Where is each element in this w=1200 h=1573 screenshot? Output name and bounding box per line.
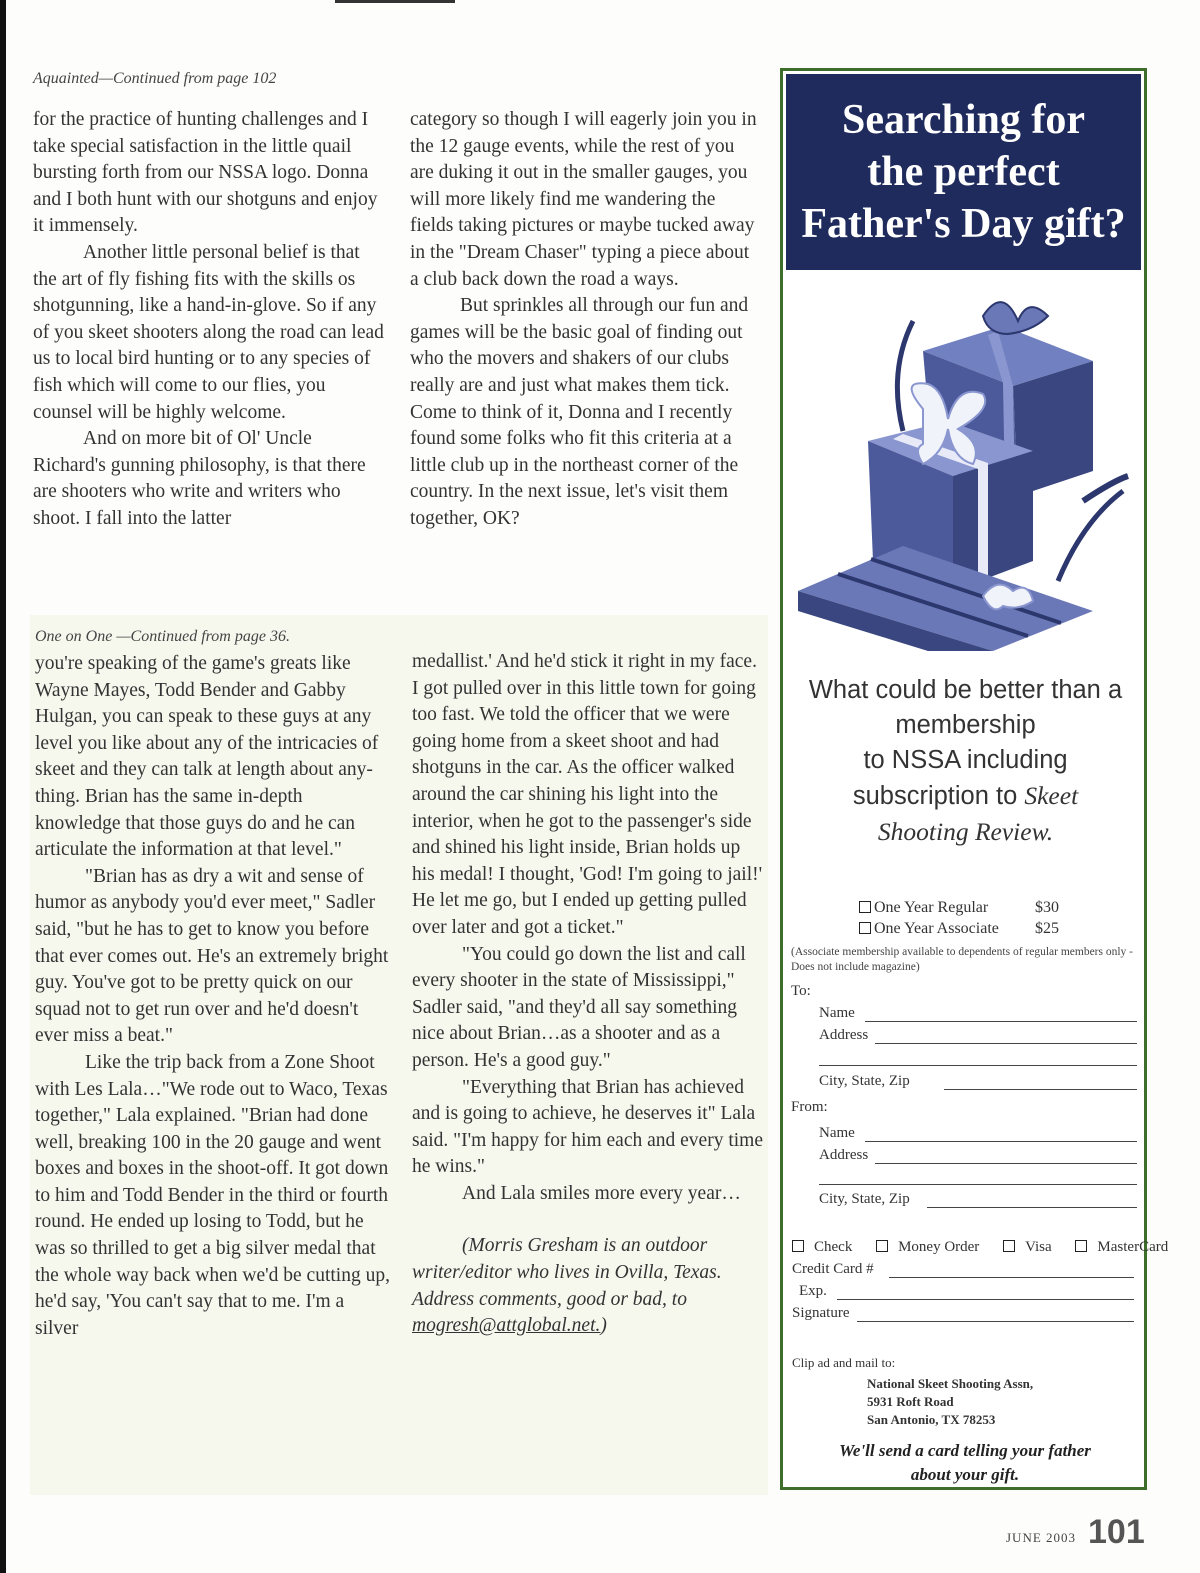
option-regular[interactable] — [859, 899, 1059, 917]
binding-edge — [0, 0, 6, 1573]
payment-visa[interactable] — [1003, 1239, 1062, 1255]
paragraph: you're speaking of the game's greats like Wayne Mayes, Todd Bender and Gabby Hulgan, you can speak to these guys at any level you like about any of the intricacies of skeet and they can talk at length about any-thing. Brian has the same in-depth knowledge that those guys do and he can articulate the information at that level." — [35, 653, 379, 861]
to-label: To: — [791, 983, 811, 999]
fathers-day-ad — [780, 68, 1169, 1490]
paragraph: Another little personal belief is that the art of fly fishing fits with the skills os shotgunning, like a hand-in-glove. So if any of you skeet shooters along the road can lead us to local bird hunting or to any species of fish which will come to our flies, you counsel will be highly welcome. — [33, 241, 384, 423]
exp-label: Exp. — [799, 1283, 827, 1299]
payment-mastercard[interactable] — [1075, 1239, 1178, 1255]
upper-column-2 — [410, 107, 762, 533]
bio-end: ) — [600, 1315, 607, 1337]
address-line: 5931 Roft Road — [867, 1394, 954, 1409]
checkbox[interactable] — [859, 922, 871, 934]
payment-label: MasterCard — [1097, 1239, 1169, 1255]
name-label: Name — [819, 1125, 855, 1141]
magazine-name: Shooting Review. — [877, 817, 1054, 846]
checkbox[interactable] — [1003, 1240, 1015, 1252]
from-name-field[interactable] — [865, 1141, 1137, 1142]
name-label: Name — [819, 1005, 855, 1021]
credit-card-field[interactable] — [889, 1277, 1134, 1278]
credit-card-label: Credit Card # — [792, 1261, 874, 1277]
page-number: 101 — [1088, 1513, 1145, 1551]
paragraph: for the practice of hunting challenges and I take special satisfaction in the little quail bursting forth from our NSSA logo. Donna and I both hunt with our shotguns and enjoy it immensely. — [33, 109, 378, 237]
option-label: One Year Regular — [874, 899, 989, 916]
option-price: $30 — [1035, 899, 1059, 916]
to-city-field[interactable] — [944, 1089, 1137, 1090]
headline-line: the perfect — [867, 149, 1060, 195]
top-rule — [335, 0, 455, 3]
headline-line: Searching for — [841, 97, 1086, 143]
bio-text: (Morris Gresham is an outdoor writer/editor who lives in Ovilla, Texas. Address comments, good or bad, to — [412, 1235, 722, 1310]
closing-line: We'll send a card telling your father — [839, 1441, 1091, 1460]
paragraph: And on more bit of Ol' Uncle Richard's gunning philosophy, is that there are shooters who write and writers who shoot. I fall into the latter — [33, 428, 366, 529]
issue-date: JUNE 2003 — [1006, 1530, 1077, 1545]
address-label: Address — [819, 1147, 869, 1163]
mail-label: Clip ad and mail to: — [792, 1355, 896, 1370]
payment-check[interactable] — [792, 1239, 862, 1255]
associate-note: (Associate membership available to dependents of regular members only - Does not include magazine) — [791, 946, 1134, 973]
checkbox[interactable] — [859, 901, 871, 913]
to-name-field[interactable] — [865, 1021, 1137, 1022]
payment-label: Visa — [1025, 1239, 1052, 1255]
paragraph: But sprinkles all through our fun and games will be the basic goal of finding out who the movers and shakers of our clubs really are and just what makes them tick. Come to think of it, Donna and I recently found some folks who fit this criteria at a little club up in the northeast corner of the country. In the next issue, let's visit them together, OK? — [410, 295, 749, 529]
option-associate[interactable] — [859, 920, 1059, 938]
paragraph: Like the trip back from a Zone Shoot with Les Lala…"We rode out to Waco, Texas together," Lala explained. "Brian had done well, breaking 100 in the 20 gauge and went boxes and boxes in the shoot-off. It got down to him and Todd Bender in the third or fourth round. He ended up losing to Todd, but he was so thrilled to get a big silver medal that the whole way back when we'd be cutting up, he'd say, 'You can't say that to me. I'm a silver — [35, 1051, 390, 1339]
headline-line: Father's Day gift? — [801, 201, 1126, 247]
email-link[interactable]: mogresh@attglobal.net. — [412, 1315, 601, 1337]
ad-closing — [789, 1439, 1141, 1487]
to-address-field[interactable] — [875, 1043, 1137, 1044]
paragraph: "You could go down the list and call every shooter in the state of Mississippi," Sadler said, "and they'd all say something nice about Brian…as a shooter and as a person. He's a good guy." — [412, 943, 746, 1071]
checkbox[interactable] — [876, 1240, 888, 1252]
lead-line: membership — [895, 711, 1036, 739]
lead-text: subscription to — [852, 782, 1018, 810]
address-line: San Antonio, TX 78253 — [867, 1412, 996, 1427]
option-label: One Year Associate — [874, 920, 999, 937]
signature-label: Signature — [792, 1305, 850, 1321]
lower-column-2 — [412, 649, 764, 1340]
paragraph: category so though I will eagerly join you in the 12 gauge events, while the rest of you are duking it out in the smaller gauges, you will more likely find me wandering the fields taking pictures or maybe tucked away in the "Dream Chaser" typing a piece about a club back down the road a ways. — [410, 109, 757, 290]
closing-line: about your gift. — [910, 1465, 1020, 1484]
author-bio — [412, 1233, 764, 1339]
payment-options — [792, 1239, 1188, 1256]
continued-label: Aquainted—Continued from page 102 — [33, 70, 277, 87]
from-address-field[interactable] — [875, 1163, 1137, 1164]
city-label: City, State, Zip — [819, 1191, 910, 1207]
upper-column-1 — [33, 107, 388, 533]
paragraph: "Everything that Brian has achieved and is going to achieve, he deserves it" Lala said. "I'm happy for him each and every time he wins." — [412, 1076, 763, 1178]
lead-line: to NSSA including — [863, 746, 1068, 774]
ad-headline — [786, 74, 1141, 270]
to-address-field-2[interactable] — [819, 1065, 1137, 1066]
lead-line — [788, 778, 1143, 814]
from-city-field[interactable] — [927, 1207, 1137, 1208]
signature-field[interactable] — [857, 1321, 1134, 1322]
lower-column-1 — [35, 651, 390, 1342]
checkbox[interactable] — [792, 1240, 804, 1252]
paragraph: medallist.' And he'd stick it right in my face. I got pulled over in this little town for going too fast. We told the officer that we were going home from a skeet shoot and had shotguns in the car. As the officer walked around the car shining his light into the interior, when he got to the passenger's side and shined his light inside, Brian holds up his medal! I thought, 'God! I'm going to jail!' He let me go, but I ended up getting pulled over later and got a ticket." — [412, 651, 763, 938]
paragraph: And Lala smiles more every year… — [462, 1182, 741, 1204]
from-address-field-2[interactable] — [819, 1184, 1137, 1185]
address-label: Address — [819, 1027, 869, 1043]
checkbox[interactable] — [1075, 1240, 1087, 1252]
payment-money-order[interactable] — [876, 1239, 989, 1255]
exp-field[interactable] — [837, 1299, 1134, 1300]
continued-label: One on One —Continued from page 36. — [35, 628, 290, 645]
lead-line: What could be better than a — [808, 676, 1123, 704]
paragraph: "Brian has as dry a wit and sense of humor as anybody you'd ever meet," Sadler said, "but he has to get to know you before that ever comes out. He's an extremely bright guy. You've got to be pretty quick on our squad not to get run over and he'd doesn't ever miss a beat." — [35, 865, 389, 1047]
mailing-address — [867, 1375, 1033, 1429]
payment-label: Check — [814, 1239, 853, 1255]
magazine-name: Skeet — [1024, 781, 1079, 810]
from-label: From: — [791, 1099, 828, 1115]
address-line: National Skeet Shooting Assn, — [867, 1376, 1034, 1391]
ad-lead-text — [788, 673, 1143, 850]
gift-boxes-illustration — [793, 291, 1138, 651]
city-label: City, State, Zip — [819, 1073, 910, 1089]
payment-label: Money Order — [898, 1239, 980, 1255]
lead-line — [788, 814, 1143, 850]
option-price: $25 — [1035, 920, 1059, 937]
